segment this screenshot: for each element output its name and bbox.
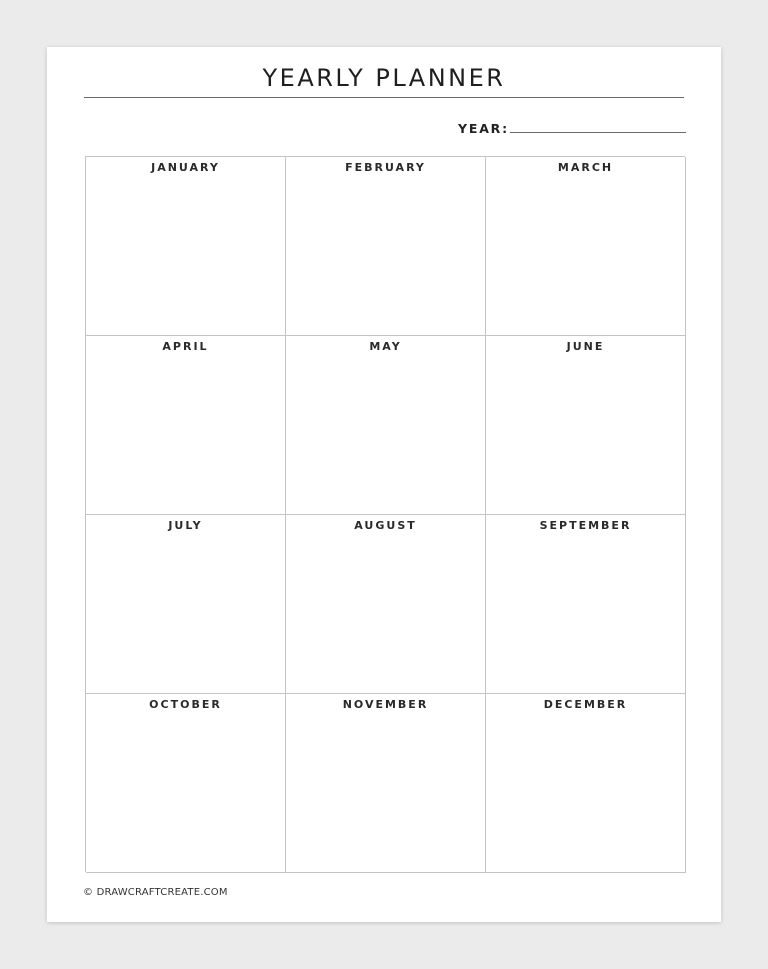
month-cell-april (86, 336, 286, 515)
copyright-footer: © DRAWCRAFTCREATE.COM (83, 887, 228, 898)
year-label: YEAR: (458, 121, 509, 136)
month-label: DECEMBER (543, 698, 628, 711)
month-cell-august (286, 515, 486, 694)
month-label: APRIL (162, 340, 209, 353)
month-cell-july (86, 515, 286, 694)
month-label: AUGUST (354, 519, 417, 532)
month-label: JULY (168, 519, 203, 532)
month-cell-december (486, 694, 686, 873)
month-label: SEPTEMBER (539, 519, 632, 532)
month-cell-may (286, 336, 486, 515)
year-write-line (510, 132, 686, 133)
title-underline (84, 97, 684, 98)
month-label: MARCH (557, 161, 614, 174)
month-cell-september (486, 515, 686, 694)
month-cell-january (86, 157, 286, 336)
month-label: JUNE (566, 340, 605, 353)
month-cell-november (286, 694, 486, 873)
month-cell-february (286, 157, 486, 336)
month-label: OCTOBER (149, 698, 222, 711)
month-cell-october (86, 694, 286, 873)
page-title: YEARLY PLANNER (262, 64, 506, 92)
months-grid (85, 156, 685, 872)
month-cell-march (486, 157, 686, 336)
month-label: NOVEMBER (342, 698, 429, 711)
month-cell-june (486, 336, 686, 515)
month-label: MAY (369, 340, 402, 353)
month-label: FEBRUARY (345, 161, 426, 174)
month-label: JANUARY (151, 161, 220, 174)
